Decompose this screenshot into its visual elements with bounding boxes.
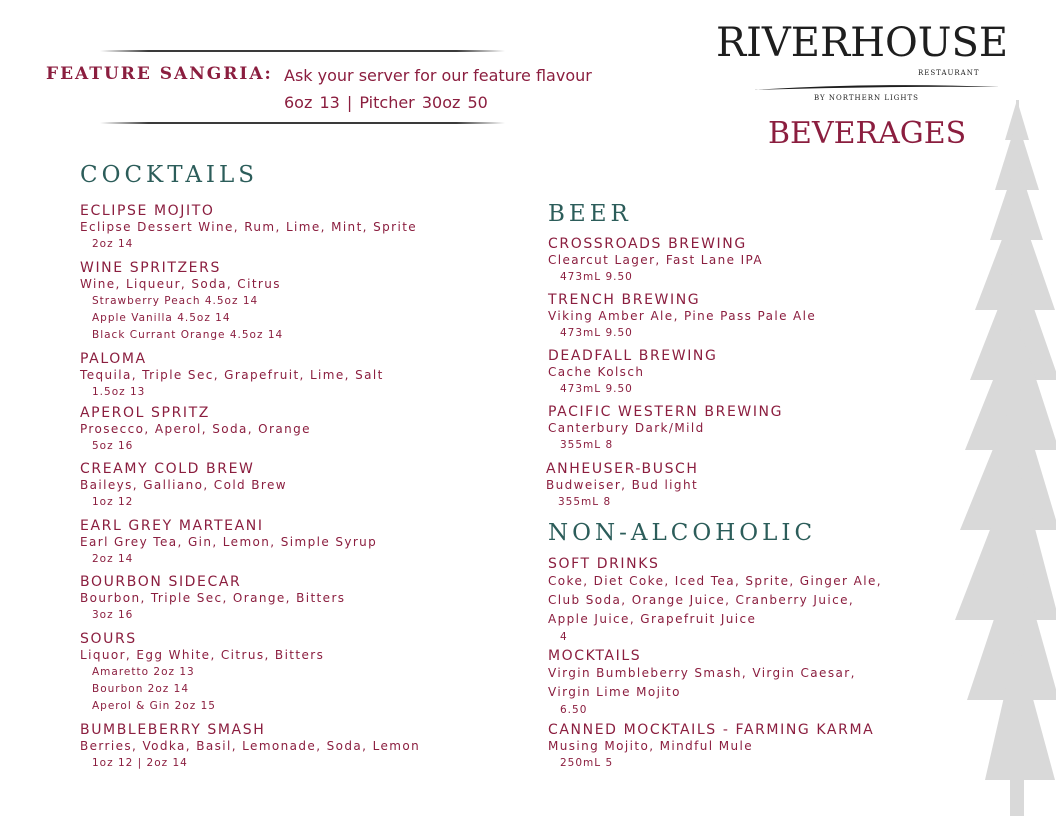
menu-item-sours: [80, 631, 324, 715]
item-description: Prosecco, Aperol, Soda, Orange: [80, 422, 311, 436]
menu-item-bourbon-sidecar: [80, 574, 345, 624]
menu-item-pacific-western-brewing: [548, 404, 783, 454]
item-price: Strawberry Peach 4.5oz 14: [92, 295, 259, 307]
item-price: Apple Vanilla 4.5oz 14: [92, 312, 231, 324]
menu-item-eclipse-mojito: [80, 203, 417, 253]
item-name: DEADFALL BREWING: [548, 348, 718, 364]
item-name: ANHEUSER-BUSCH: [546, 461, 699, 477]
menu-item-anheuser-busch: [546, 461, 699, 511]
item-name: WINE SPRITZERS: [80, 260, 221, 276]
item-price: 1.5oz 13: [92, 386, 146, 398]
item-description: Earl Grey Tea, Gin, Lemon, Simple Syrup: [80, 535, 378, 549]
item-description: Viking Amber Ale, Pine Pass Pale Ale: [548, 309, 817, 323]
item-price: 6.50: [560, 704, 588, 716]
menu-item-canned-mocktails: [548, 722, 874, 772]
item-price: Amaretto 2oz 13: [92, 666, 195, 678]
item-price: 3oz 16: [92, 609, 134, 621]
item-description: Budweiser, Bud light: [546, 478, 699, 492]
feature-top-rule: [100, 50, 505, 52]
item-price: 473mL 9.50: [560, 383, 633, 395]
item-price: 250mL 5: [560, 757, 614, 769]
menu-item-soft-drinks: [548, 556, 898, 646]
item-description: Liquor, Egg White, Citrus, Bitters: [80, 648, 325, 662]
feature-text: Ask your server for our feature flavour: [284, 66, 592, 85]
item-name: SOURS: [80, 631, 137, 647]
pine-tree-icon: [955, 100, 1056, 816]
beer-title: BEER: [548, 201, 632, 227]
menu-item-paloma: [80, 351, 384, 401]
feature-label: FEATURE SANGRIA:: [46, 64, 273, 84]
item-description: Coke, Diet Coke, Iced Tea, Sprite, Ginger Ale, Club Soda, Orange Juice, Cranberry Juice, Apple Juice, Grapefruit Juice: [548, 574, 882, 626]
menu-item-trench-brewing: [548, 292, 816, 342]
item-description: Wine, Liqueur, Soda, Citrus: [80, 277, 281, 291]
menu-item-deadfall-brewing: [548, 348, 717, 398]
item-price: 473mL 9.50: [560, 271, 633, 283]
brand-logo: [716, 20, 1008, 66]
item-price: 2oz 14: [92, 238, 134, 250]
item-name: ECLIPSE MOJITO: [80, 203, 215, 219]
item-description: Musing Mojito, Mindful Mule: [548, 739, 753, 753]
item-price: 1oz 12 | 2oz 14: [92, 757, 188, 769]
menu-item-creamy-cold-brew: [80, 461, 287, 511]
brand-name: RIVERHOUSE: [716, 20, 1009, 66]
menu-item-earl-grey-marteani: [80, 518, 377, 568]
item-price: 1oz 12: [92, 496, 134, 508]
page-title: BEVERAGES: [768, 116, 967, 151]
item-name: TRENCH BREWING: [548, 292, 701, 308]
menu-item-mocktails: [548, 648, 888, 719]
item-name: APEROL SPRITZ: [80, 405, 210, 421]
item-price: 2oz 14: [92, 553, 134, 565]
item-price: 5oz 16: [92, 440, 134, 452]
item-name: BUMBLEBERRY SMASH: [80, 722, 266, 738]
item-description: Eclipse Dessert Wine, Rum, Lime, Mint, Sprite: [80, 220, 418, 234]
menu-item-bumbleberry-smash: [80, 722, 420, 772]
item-price: 473mL 9.50: [560, 327, 633, 339]
item-price: 4: [560, 631, 568, 643]
brand-byline: BY NORTHERN LIGHTS: [814, 94, 919, 102]
item-price: Black Currant Orange 4.5oz 14: [92, 329, 284, 341]
item-name: PACIFIC WESTERN BREWING: [548, 404, 784, 420]
item-description: Bourbon, Triple Sec, Orange, Bitters: [80, 591, 346, 605]
item-description: Virgin Bumbleberry Smash, Virgin Caesar, Virgin Lime Mojito: [548, 666, 856, 699]
item-name: BOURBON SIDECAR: [80, 574, 242, 590]
cocktails-title: COCKTAILS: [80, 162, 259, 188]
item-name: CROSSROADS BREWING: [548, 236, 747, 252]
item-price: 355mL 8: [558, 496, 612, 508]
item-name: SOFT DRINKS: [548, 556, 660, 572]
item-price: Bourbon 2oz 14: [92, 683, 189, 695]
item-description: Clearcut Lager, Fast Lane IPA: [548, 253, 764, 267]
item-description: Baileys, Galliano, Cold Brew: [80, 478, 287, 492]
item-description: Cache Kolsch: [548, 365, 645, 379]
feature-bottom-rule: [100, 122, 505, 124]
item-price: Aperol & Gin 2oz 15: [92, 700, 216, 712]
item-price: 355mL 8: [560, 439, 614, 451]
item-name: CANNED MOCKTAILS - FARMING KARMA: [548, 722, 875, 738]
menu-item-crossroads-brewing: [548, 236, 763, 286]
brand-subtitle: RESTAURANT: [918, 69, 980, 77]
item-description: Berries, Vodka, Basil, Lemonade, Soda, Lemon: [80, 739, 421, 753]
item-name: PALOMA: [80, 351, 147, 367]
item-name: CREAMY COLD BREW: [80, 461, 255, 477]
menu-item-wine-spritzers: [80, 260, 283, 344]
brand-swoosh: [752, 84, 1000, 92]
item-description: Canterbury Dark/Mild: [548, 421, 705, 435]
menu-item-aperol-spritz: [80, 405, 311, 455]
item-description: Tequila, Triple Sec, Grapefruit, Lime, Salt: [80, 368, 384, 382]
item-name: EARL GREY MARTEANI: [80, 518, 264, 534]
feature-price: 6oz 13 | Pitcher 30oz 50: [284, 93, 488, 112]
non-alcoholic-title: NON-ALCOHOLIC: [548, 520, 817, 546]
item-name: MOCKTAILS: [548, 648, 642, 664]
